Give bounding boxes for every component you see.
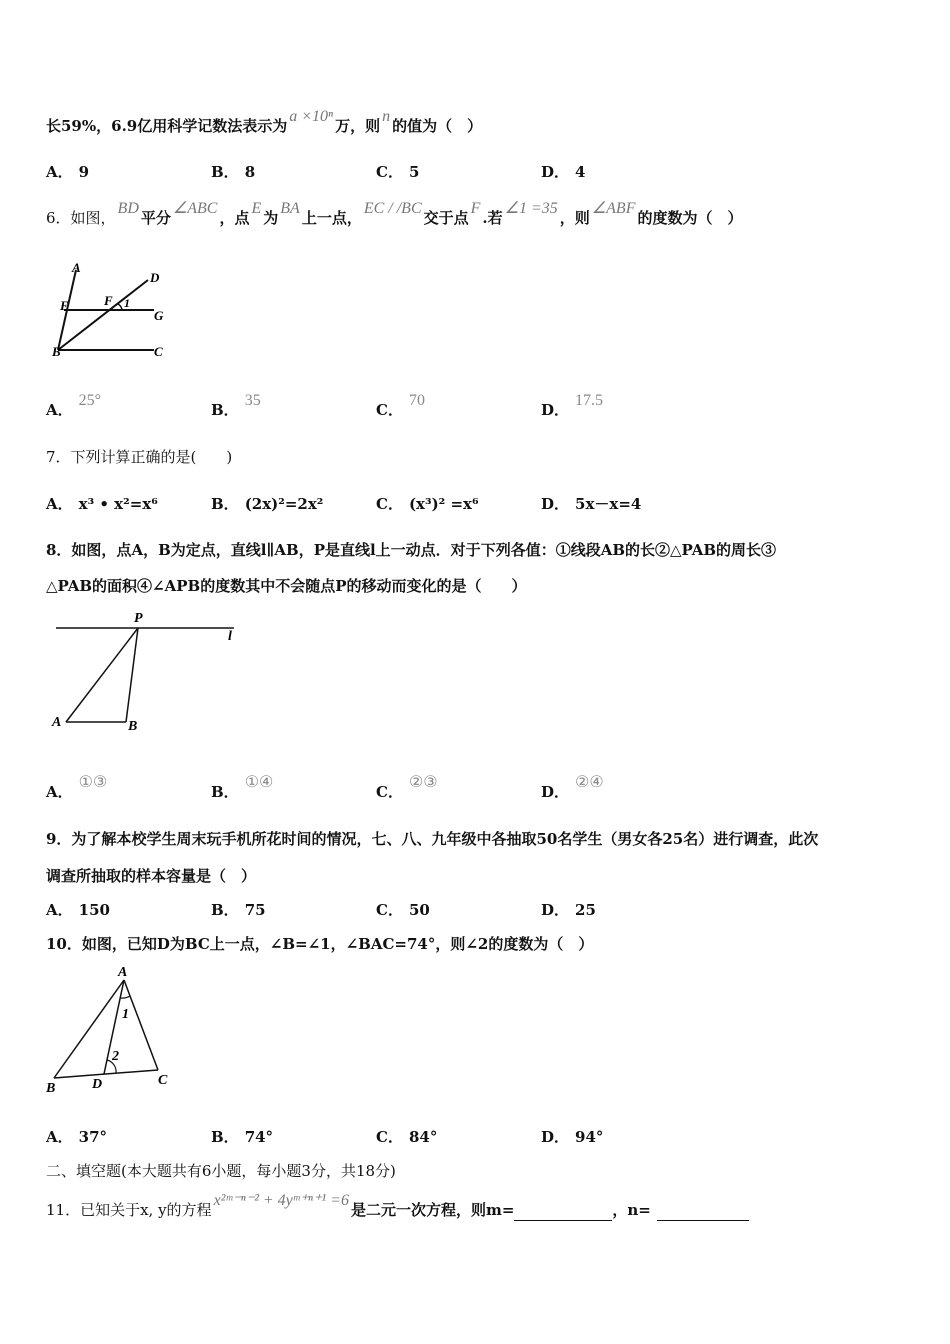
q9-line2: 调查所抽取的样本容量是（ ） <box>46 867 257 885</box>
q5-option-b[interactable]: B． 8 <box>211 163 256 181</box>
q5-expr: a ×10ⁿ <box>289 108 334 125</box>
q11-mid: 是二元一次方程，则m= <box>350 1201 515 1219</box>
section-2-title: 二、填空题(本大题共有6小题，每小题3分，共18分) <box>46 1162 396 1180</box>
q6-ecbc: EC / /BC <box>363 200 422 217</box>
q8-label-a: A <box>52 715 62 730</box>
q10-line-bc <box>54 1070 158 1078</box>
q10-option-d[interactable]: D． 94° <box>541 1128 604 1146</box>
q10-label-d: D <box>92 1077 103 1092</box>
q10-label-2: 2 <box>112 1049 119 1064</box>
q6-stem: 6．如图，BD平分∠ABC，点E为BA上一点，EC / /BC交于点F.若∠1 =35，则∠ABF的度数为（ ） <box>46 200 743 227</box>
q5-option-c[interactable]: C． 5 <box>376 163 420 181</box>
q11-expr: x²ᵐ⁻ⁿ⁻² + 4yᵐ⁺ⁿ⁺¹ =6 <box>213 1192 349 1209</box>
q6-label-d: D <box>150 270 160 285</box>
q10-option-c[interactable]: C． 84° <box>376 1128 438 1146</box>
q9-option-a[interactable]: A． 150 <box>46 901 110 919</box>
q6-label-1: 1 <box>124 296 130 310</box>
q6-label-e: E <box>60 298 69 313</box>
q7-option-a[interactable]: A． x³ • x²=x⁶ <box>46 495 158 513</box>
q6-e: E <box>251 200 262 217</box>
q9-option-c[interactable]: C． 50 <box>376 901 430 919</box>
q6-label-g: G <box>154 308 164 323</box>
q10-option-a[interactable]: A． 37° <box>46 1128 108 1146</box>
q8-label-l: l <box>228 629 232 644</box>
q9-option-b[interactable]: B． 75 <box>211 901 266 919</box>
q7-stem: 7．下列计算正确的是( ) <box>46 448 233 466</box>
q10-label-a: A <box>118 965 128 980</box>
q10-line-ac <box>124 980 158 1070</box>
q6-ba: BA <box>280 200 300 217</box>
q5-stem <box>46 108 483 137</box>
q9-line1: 9．为了解本校学生周末玩手机所花时间的情况，七、八、九年级中各抽取50名学生（男女各25名）进行调查，此次 <box>46 830 819 848</box>
q11-comma: ，n= <box>612 1201 651 1219</box>
q11-m-blank[interactable] <box>514 1206 612 1221</box>
q5-option-a[interactable]: A． 9 <box>46 163 90 181</box>
q7-option-c[interactable]: C． (x³)² =x⁶ <box>376 495 479 513</box>
q6-num: 6．如图， <box>46 209 116 227</box>
q6-option-d[interactable]: D．17.5 <box>541 392 604 419</box>
q10-stem: 10．如图，已知D为BC上一点，∠B=∠1，∠BAC=74°，则∠2的度数为（ ） <box>46 935 594 953</box>
q6-option-a[interactable]: A．25° <box>46 392 102 419</box>
q10-angle-1-arc <box>120 996 130 998</box>
q6-option-b[interactable]: B．35 <box>211 392 261 419</box>
q8-line1: 8．如图，点A，B为定点，直线l∥AB，P是直线l上一动点．对于下列各值：①线段AB的长②△PAB的周长③ <box>46 541 777 559</box>
q6-angle1: ∠1 =35 <box>504 200 558 217</box>
q5-option-d[interactable]: D． 4 <box>541 163 586 181</box>
q6-abf: ∠ABF <box>591 200 636 217</box>
q6-figure <box>46 258 176 368</box>
q6-bd: BD <box>117 200 139 217</box>
q6-label-a: A <box>72 260 81 275</box>
q9-option-d[interactable]: D． 25 <box>541 901 596 919</box>
q11-num: 11．已知关于x, y的方程 <box>46 1201 212 1219</box>
q11-stem <box>46 1192 749 1221</box>
q8-label-p: P <box>134 611 143 626</box>
q8-label-b: B <box>128 719 138 734</box>
q11-n-blank[interactable] <box>657 1206 749 1221</box>
q8-option-b[interactable]: B．①④ <box>211 774 274 801</box>
q6-abc: ∠ABC <box>172 200 218 217</box>
q5-text: 长59%，6.9亿用科学记数法表示为 <box>46 117 288 135</box>
q6-f: F <box>470 200 481 217</box>
q8-figure <box>46 610 246 735</box>
q8-option-a[interactable]: A．①③ <box>46 774 108 801</box>
q5-var-n: n <box>382 108 391 125</box>
q6-label-c: C <box>154 344 163 359</box>
q8-option-d[interactable]: D．②④ <box>541 774 604 801</box>
q8-option-c[interactable]: C．②③ <box>376 774 438 801</box>
q10-label-b: B <box>46 1081 56 1096</box>
q5-mid: 万，则 <box>335 117 381 135</box>
q6-label-b: B <box>52 344 61 359</box>
q10-label-1: 1 <box>122 1007 129 1022</box>
q7-option-b[interactable]: B． (2x)²=2x² <box>211 495 324 513</box>
q10-label-c: C <box>158 1073 168 1088</box>
q6-label-f: F <box>104 293 113 308</box>
q8-line2: △PAB的面积④∠APB的度数其中不会随点P的移动而变化的是（ ） <box>46 577 527 595</box>
q6-option-c[interactable]: C．70 <box>376 392 425 419</box>
q7-option-d[interactable]: D． 5x－x=4 <box>541 495 642 513</box>
q10-option-b[interactable]: B． 74° <box>211 1128 274 1146</box>
q10-figure <box>42 960 182 1100</box>
q5-tail: 的值为（ ） <box>392 117 483 135</box>
